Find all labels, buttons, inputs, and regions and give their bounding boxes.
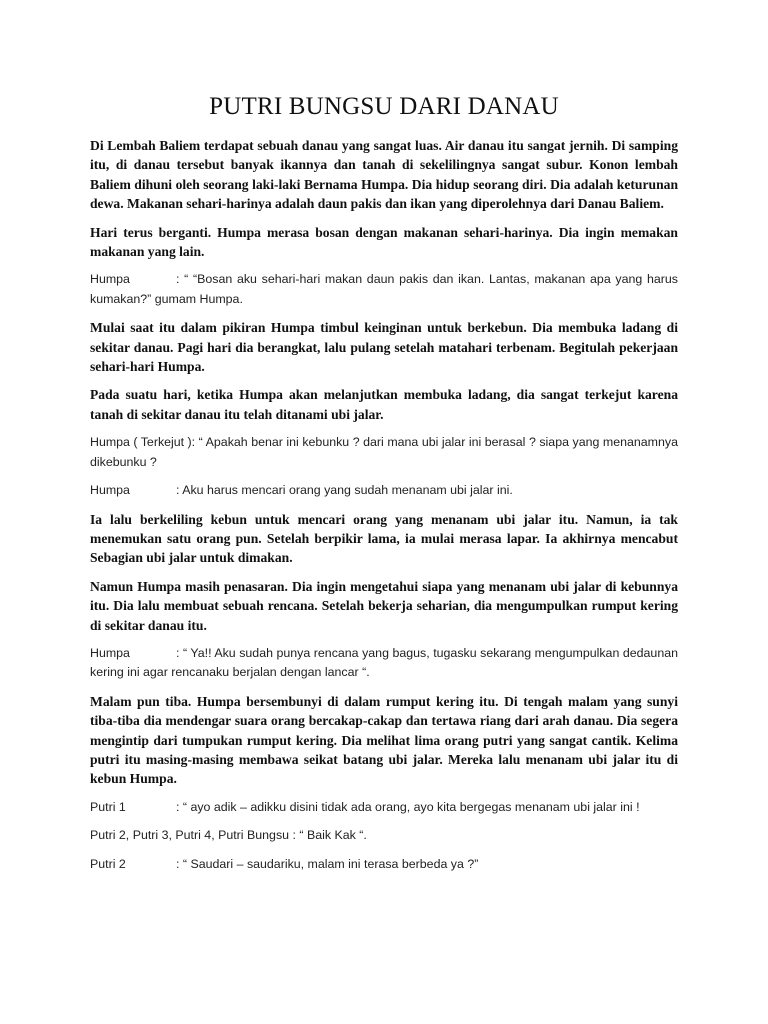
dialogue-humpa-bosan <box>90 270 678 309</box>
speaker-name: Putri 2 <box>90 856 126 871</box>
speaker-name: Humpa <box>90 272 130 287</box>
speaker-name: Putri 2, Putri 3, Putri 4, Putri Bungsu : <box>90 828 296 843</box>
dialogue-putri-semua <box>90 826 678 845</box>
document-page <box>90 92 678 883</box>
dialogue-text: : “ “Bosan aku sehari-hari makan daun pakis dan ikan. Lantas, makanan apa yang harus kumakan?” gumam Humpa. <box>90 272 678 306</box>
paragraph-berkebun: Mulai saat itu dalam pikiran Humpa timbul keinginan untuk berkebun. Dia membuka ladang di sekitar danau. Pagi hari dia berangkat, lalu pulang setelah matahari terbenam. Begitulah pekerjaan sehari-hari Humpa. <box>90 320 678 375</box>
dialogue-text: : “ Saudari – saudariku, malam ini terasa berbeda ya ?” <box>176 856 479 871</box>
document-title: PUTRI BUNGSU DARI DANAU <box>209 93 559 120</box>
dialogue-putri-1 <box>90 798 678 817</box>
paragraph-berkeliling: Ia lalu berkeliling kebun untuk mencari orang yang menanam ubi jalar itu. Namun, ia tak menemukan satu orang pun. Setelah berpikir lama, ia mulai merasa lapar. Ia akhirnya mencabut Sebagian ubi jalar untuk dimakan. <box>90 511 678 566</box>
paragraph-intro: Di Lembah Baliem terdapat sebuah danau yang sangat luas. Air danau itu sangat jernih. Di samping itu, di danau tersebut banyak ikannya dan tanah di sekelilingnya sangat subur. Konon lembah Baliem dihuni oleh seorang laki-laki Bernama Humpa. Dia hidup seorang diri. Dia adalah keturunan dewa. Makanan sehari-harinya adalah daun pakis dan ikan yang diperolehnya dari Danau Baliem. <box>90 138 678 212</box>
speaker-name: Humpa <box>90 483 130 498</box>
dialogue-humpa-rencana <box>90 644 678 683</box>
paragraph-penasaran: Namun Humpa masih penasaran. Dia ingin mengetahui siapa yang menanam ubi jalar di kebunnya itu. Dia lalu membuat sebuah rencana. Setelah bekerja seharian, dia mengumpulkan rumput kering di sekitar danau itu. <box>90 578 678 633</box>
speaker-name: Humpa ( Terkejut ): <box>90 435 196 450</box>
paragraph-malam: Malam pun tiba. Humpa bersembunyi di dalam rumput kering itu. Di tengah malam yang sunyi tiba-tiba dia mendengar suara orang bercakap-cakap dan tertawa riang dari arah danau. Dia segera mengintip dari tumpukan rumput kering. Dia melihat lima orang putri yang sangat cantik. Kelima putri itu masing-masing membawa seikat batang ubi jalar. Mereka lalu menanam ubi jalar itu di kebun Humpa. <box>90 693 678 787</box>
dialogue-putri-2 <box>90 855 678 874</box>
dialogue-text: : “ Ya!! Aku sudah punya rencana yang bagus, tugasku sekarang mengumpulkan dedaunan kering ini agar rencanaku berjalan dengan lancar “. <box>90 645 678 680</box>
dialogue-humpa-terkejut <box>90 433 678 472</box>
dialogue-text: : Aku harus mencari orang yang sudah menanam ubi jalar ini. <box>176 483 513 498</box>
dialogue-text: “ Baik Kak “. <box>299 828 367 843</box>
dialogue-humpa-mencari <box>90 481 678 500</box>
speaker-name: Humpa <box>90 645 130 660</box>
speaker-name: Putri 1 <box>90 799 126 814</box>
paragraph-terkejut: Pada suatu hari, ketika Humpa akan melanjutkan membuka ladang, dia sangat terkejut karena tanah di sekitar danau itu telah ditanami ubi jalar. <box>90 387 678 422</box>
paragraph-bosan: Hari terus berganti. Humpa merasa bosan dengan makanan sehari-harinya. Dia ingin memakan makanan yang lain. <box>90 224 678 260</box>
dialogue-text: : “ ayo adik – adikku disini tidak ada orang, ayo kita bergegas menanam ubi jalar ini ! <box>176 799 640 814</box>
dialogue-text: “ Apakah benar ini kebunku ? dari mana ubi jalar ini berasal ? siapa yang menanamnya dikebunku ? <box>90 435 678 469</box>
